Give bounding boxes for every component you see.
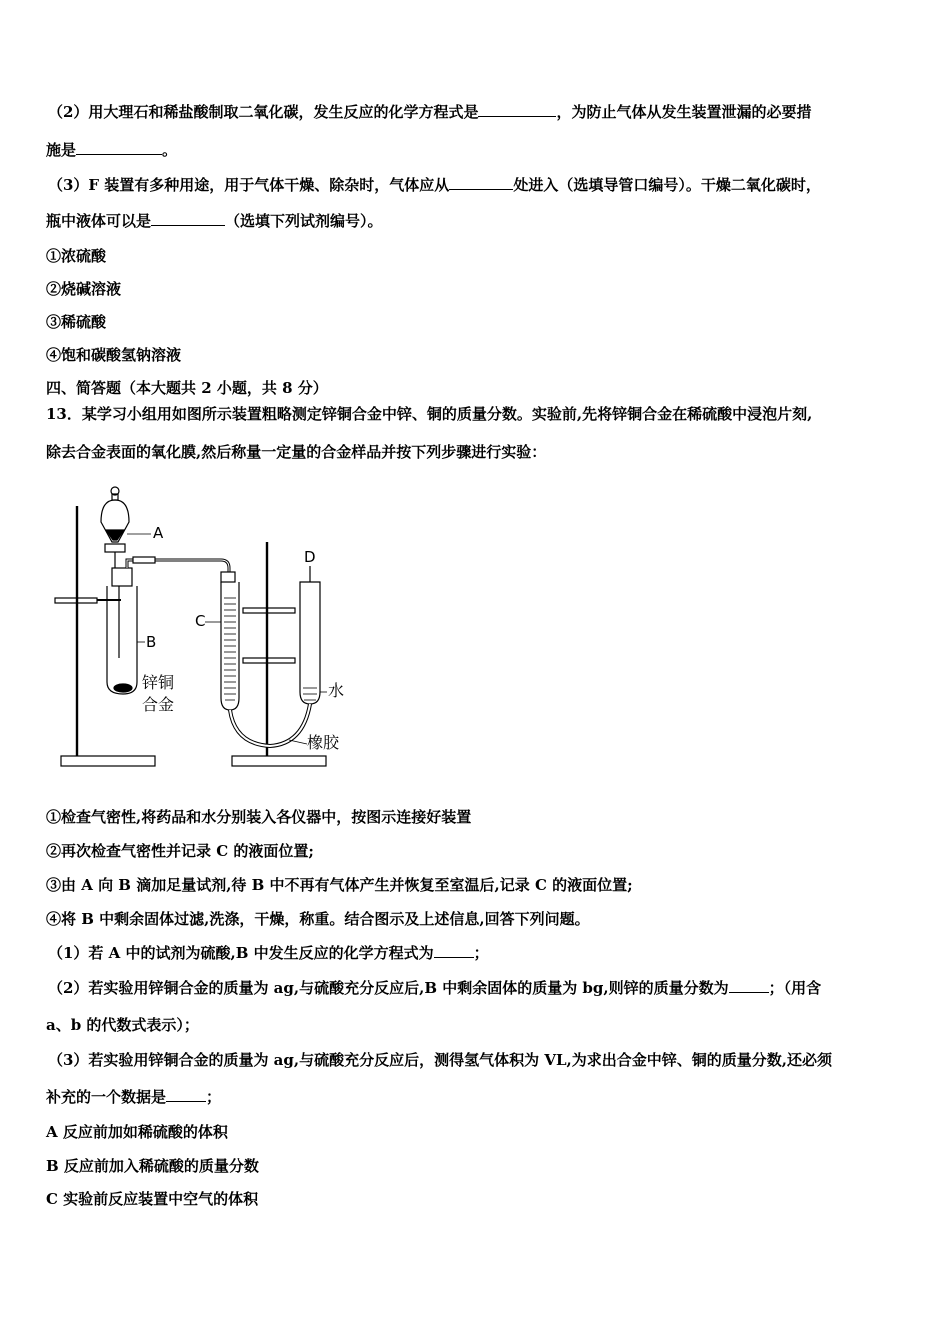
zinc-copper-alloy [114, 684, 132, 692]
q13-sub2-line1 [48, 978, 821, 998]
q13-sub3-text-b: 补充的一个数据是 [46, 1088, 167, 1106]
label-water: 水 [328, 681, 345, 700]
q13-choice-c: C 实验前反应装置中空气的体积 [46, 1190, 259, 1208]
left-stand-base [61, 756, 155, 766]
right-clamp-upper [243, 608, 295, 613]
tube-b-stopper [112, 568, 132, 586]
q13-sub2-blank[interactable] [729, 978, 769, 993]
q13-sub1-text: （1）若 A 中的试剂为硫酸,B 中发生反应的化学方程式为 [48, 944, 434, 962]
q13-sub1-blank[interactable] [434, 943, 474, 958]
q12-part3-text-a: （3）F 装置有多种用途，用于气体干燥、除杂时，气体应从 [48, 176, 450, 194]
test-tube-b [107, 586, 137, 694]
q12-part3-line1 [48, 175, 821, 195]
q13-step-2: ②再次检查气密性并记录 C 的液面位置; [46, 842, 314, 860]
q12-part3-text-d: （选填下列试剂编号）。 [225, 212, 383, 230]
q13-step-3: ③由 A 向 B 滴加足量试剂,待 B 中不再有气体产生并恢复至室温后,记录 C 的液面位置; [46, 876, 633, 894]
water-in-c [224, 598, 236, 700]
q13-intro-line1: 13．某学习小组用如图所示装置粗略测定锌铜合金中锌、铜的质量分数。实验前,先将锌铜合金在稀硫酸中浸泡片刻, [46, 405, 813, 423]
q13-sub2-line2: a、b 的代数式表示）； [46, 1016, 199, 1034]
q12-part2-blank-measure[interactable] [76, 140, 162, 155]
right-clamp-lower [243, 658, 295, 663]
q12-option-4: ④饱和碳酸氢钠溶液 [46, 346, 182, 364]
q12-part2-line2: 施是 。 [46, 141, 178, 159]
q12-part2-text-b: ，为防止气体从发生装置泄漏的必要措 [556, 103, 812, 121]
q13-sub3-line2 [46, 1087, 221, 1107]
apparatus-figure [45, 482, 365, 772]
q12-part3-text-b: 处进入（选填导管口编号）。干燥二氧化碳时， [513, 176, 821, 194]
leveling-tube-d [300, 582, 320, 704]
funnel-stopcock [105, 544, 125, 552]
right-stand-base [232, 756, 326, 766]
q12-part3-text-c: 瓶中液体可以是 [46, 212, 152, 230]
water-in-d [303, 688, 317, 700]
q12-part3-blank-liquid[interactable] [151, 211, 225, 226]
tube-c-stopper [221, 572, 235, 582]
q13-sub3-text-c: ； [206, 1088, 222, 1106]
q13-step-1: ①检查气密性,将药品和水分别装入各仪器中，按图示连接好装置 [46, 808, 472, 826]
q13-sub1-end: ； [473, 944, 489, 962]
label-c: C [195, 612, 206, 630]
section-title: 四、简答题（本大题共 2 小题，共 8 分） [46, 379, 328, 397]
label-b: B [146, 633, 157, 651]
label-d: D [304, 548, 316, 566]
q13-sub1 [48, 943, 489, 963]
rubber-tube-inner [230, 704, 310, 746]
q13-choice-a: A 反应前加如稀硫酸的体积 [46, 1123, 228, 1141]
q12-part2-blank-equation[interactable] [478, 102, 556, 117]
label-rubber: 橡胶 [307, 733, 340, 752]
q13-sub2-text-b: ；（用含 [768, 979, 822, 997]
leader-line-rubber [289, 740, 307, 744]
label-alloy-line1: 锌铜 [142, 673, 175, 692]
rubber-tube-outer [230, 704, 310, 746]
q12-part2-line1 [48, 102, 811, 122]
q12-part2-text-a: （2）用大理石和稀盐酸制取二氧化碳，发生反应的化学方程式是 [48, 103, 479, 121]
tube-joint [133, 557, 155, 563]
q12-option-2: ②烧碱溶液 [46, 280, 122, 298]
q12-option-1: ①浓硫酸 [46, 247, 107, 265]
q13-intro-line2: 除去合金表面的氧化膜,然后称量一定量的合金样品并按下列步骤进行实验： [46, 443, 547, 461]
q13-step-4: ④将 B 中剩余固体过滤,洗涤，干燥，称重。结合图示及上述信息,回答下列问题。 [46, 910, 590, 928]
q12-part3-line2 [46, 211, 383, 231]
q13-sub3-line1: （3）若实验用锌铜合金的质量为 ag,与硫酸充分反应后，测得氢气体积为 VL,为求出合金中锌、铜的质量分数,还必须 [48, 1051, 832, 1069]
apparatus-diagram [45, 482, 365, 772]
q12-part3-blank-port[interactable] [449, 175, 513, 190]
label-alloy-line2: 合金 [142, 695, 175, 714]
q12-part2-text-c: 施是 [46, 141, 77, 159]
q12-option-3: ③稀硫酸 [46, 313, 107, 331]
label-a: A [153, 524, 164, 542]
q13-sub2-text-a: （2）若实验用锌铜合金的质量为 ag,与硫酸充分反应后,B 中剩余固体的质量为 bg,则锌的质量分数为 [48, 979, 729, 997]
q13-sub3-blank[interactable] [166, 1087, 206, 1102]
q13-choice-b: B 反应前加入稀硫酸的质量分数 [46, 1157, 259, 1175]
